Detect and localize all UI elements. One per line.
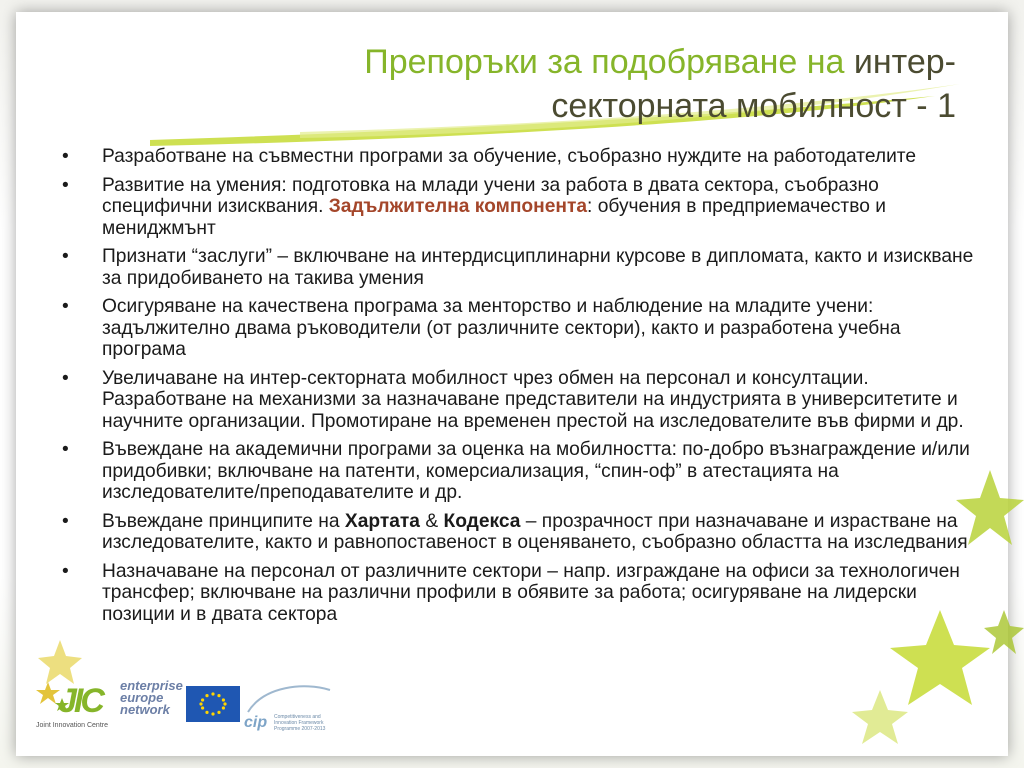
bullet-marker: • bbox=[62, 439, 69, 460]
list-item bbox=[62, 439, 974, 504]
cip-mark: cip bbox=[244, 714, 268, 731]
code-bold: Кодекса bbox=[443, 510, 521, 532]
list-item bbox=[62, 561, 974, 626]
bullet-text: Въвеждане на академични програми за оценка на мобилността: по-добро възнаграждение и/или придобивки; включване на патенти, комерсиализация, “спин-оф” в атестацията на изследователите/преподавателите и др. bbox=[102, 439, 970, 503]
list-item bbox=[62, 246, 974, 289]
bullet-marker: • bbox=[62, 510, 69, 532]
een-line: enterprise bbox=[120, 678, 183, 693]
cip-arc-icon bbox=[244, 680, 334, 714]
bullet-text: Разработване на съвместни програми за обучение, съобразно нуждите на работодателите bbox=[102, 146, 917, 167]
cip-caption: Competitiveness and Innovation Framework Programme 2007-2013 bbox=[274, 714, 326, 732]
list-item bbox=[62, 511, 974, 554]
bullet-text: : обучения в предприемачество и мениджмънт bbox=[102, 196, 886, 239]
star-decoration bbox=[984, 610, 1024, 654]
jic-logo bbox=[34, 678, 118, 738]
bullet-text: Осигуряване на качествена програма за менторство и наблюдение на младите учени: задължително двама ръководители (от различните сектори), както и разработена учебна програма bbox=[102, 296, 901, 360]
mandatory-component-emphasis: Задължителна компонента bbox=[328, 196, 588, 217]
een-line: europe bbox=[120, 690, 164, 705]
bullet-marker: • bbox=[62, 146, 69, 167]
bullet-marker: • bbox=[62, 296, 69, 317]
list-item bbox=[62, 296, 974, 361]
charter-bold: Хартата bbox=[344, 510, 420, 532]
bullet-marker: • bbox=[62, 560, 69, 582]
bullet-marker: • bbox=[62, 367, 69, 389]
bullet-text: – прозрачност при назначаване и израстване на изследователите, както и равнопоставеност в оценяването, съобразно областта на изследвания bbox=[102, 510, 968, 553]
een-line: network bbox=[120, 702, 170, 717]
title-part-green: Препоръки за подобряване на bbox=[364, 43, 845, 81]
cip-logo bbox=[244, 680, 334, 736]
bullet-list bbox=[62, 146, 974, 632]
jic-mark: JIC bbox=[58, 682, 102, 720]
bullet-text: Признати “заслуги” – включване на интердисциплинарни курсове в дипломата, както и изискване за придобиването на такива умения bbox=[102, 246, 974, 289]
title-part-dark: интер-секторната мобилност - 1 bbox=[551, 43, 956, 125]
list-item bbox=[62, 146, 974, 168]
bullet-text: Увеличаване на интер-секторната мобилност чрез обмен на персонал и консултации. Разработване на механизми за назначаване представители на индустрията в университетите и научните организации. Промотиране на временен престой на изследователите във фирми и др. bbox=[102, 367, 964, 432]
bullet-text: Назначаване на персонал от различните сектори – напр. изграждане на офиси за технологичен трансфер; включване на различни профили в обявите за работа; осигуряване на лидерски позиции и в двата сектора bbox=[102, 560, 960, 625]
enterprise-europe-network-logo bbox=[120, 680, 183, 716]
bullet-text: Въвеждане принципите на bbox=[102, 510, 340, 532]
footer-logos bbox=[34, 678, 334, 738]
eu-stars-icon bbox=[186, 686, 240, 722]
slide-title bbox=[196, 40, 956, 128]
bullet-text: Развитие на умения: подготовка на млади учени за работа в двата сектора, съобразно специфични изисквания. bbox=[102, 174, 879, 217]
jic-caption: Joint Innovation Centre bbox=[36, 722, 108, 729]
ampersand: & bbox=[425, 510, 439, 532]
bullet-marker: • bbox=[62, 246, 69, 267]
list-item bbox=[62, 368, 974, 433]
star-decoration bbox=[852, 690, 908, 744]
eu-flag-icon bbox=[186, 686, 240, 722]
list-item bbox=[62, 175, 974, 240]
bullet-marker: • bbox=[62, 174, 69, 196]
